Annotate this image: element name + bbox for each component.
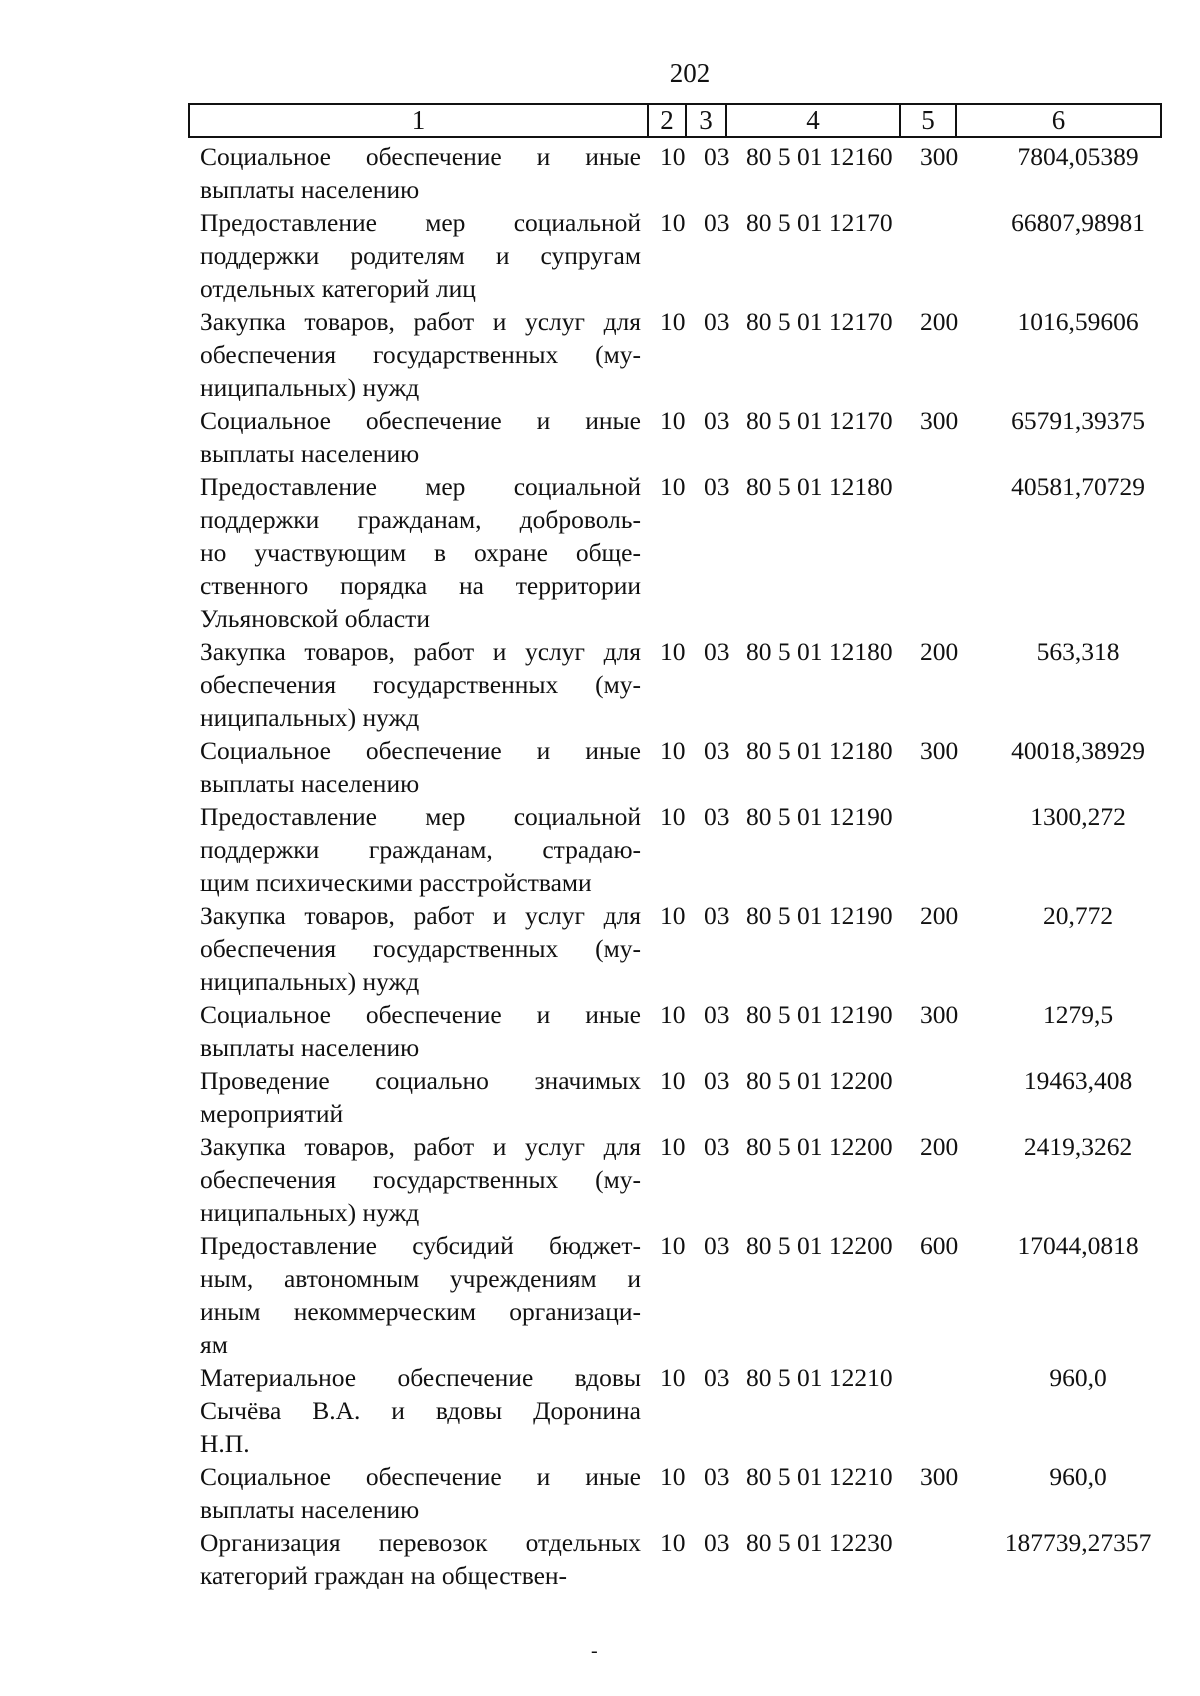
- description-line: Материальное обеспечение вдовы: [200, 1363, 641, 1392]
- row-col-3: 03: [704, 472, 730, 501]
- description-line: обеспечения государственных (му-: [200, 1165, 641, 1194]
- row-col-5: 300: [920, 142, 959, 171]
- row-col-2: 10: [660, 1066, 686, 1095]
- column-header-6: 6: [956, 104, 1161, 137]
- description-line: Закупка товаров, работ и услуг для: [200, 307, 641, 336]
- column-header-1: 1: [189, 104, 648, 137]
- row-col-4: 80 5 01 12200: [746, 1066, 893, 1095]
- row-col-6: 1016,59606: [1017, 307, 1139, 336]
- table-row: [0, 1526, 1200, 1592]
- row-col-3: 03: [704, 637, 730, 666]
- row-description: [200, 206, 641, 305]
- description-line: Предоставление мер социальной: [200, 472, 641, 501]
- description-line: поддержки гражданам, страдаю-: [200, 835, 641, 864]
- row-description: [200, 1229, 641, 1361]
- row-col-5: 200: [920, 1132, 959, 1161]
- row-col-2: 10: [660, 406, 686, 435]
- row-col-3: 03: [704, 1000, 730, 1029]
- row-col-2: 10: [660, 1363, 686, 1392]
- row-col-2: 10: [660, 307, 686, 336]
- row-col-4: 80 5 01 12160: [746, 142, 893, 171]
- row-description: [200, 404, 641, 470]
- page-number: 202: [669, 58, 711, 88]
- row-col-5: 300: [920, 1000, 959, 1029]
- row-col-2: 10: [660, 637, 686, 666]
- row-col-4: 80 5 01 12190: [746, 901, 893, 930]
- description-line: выплаты населению: [200, 439, 420, 468]
- row-col-2: 10: [660, 802, 686, 831]
- table-row: [0, 305, 1200, 404]
- description-line: поддержки родителям и супругам: [200, 241, 641, 270]
- row-col-4: 80 5 01 12180: [746, 736, 893, 765]
- row-col-3: 03: [704, 307, 730, 336]
- table-row: [0, 899, 1200, 998]
- row-col-5: 600: [920, 1231, 959, 1260]
- row-col-6: 66807,98981: [1011, 208, 1145, 237]
- row-description: [200, 470, 641, 635]
- description-line: Сычёва В.А. и вдовы Доронина: [200, 1396, 641, 1425]
- row-col-4: 80 5 01 12210: [746, 1462, 893, 1491]
- row-col-4: 80 5 01 12180: [746, 472, 893, 501]
- description-line: Ульяновской области: [200, 604, 430, 633]
- description-line: Организация перевозок отдельных: [200, 1528, 641, 1557]
- row-col-5: 200: [920, 901, 959, 930]
- description-line: выплаты населению: [200, 1495, 420, 1524]
- row-col-6: 563,318: [1036, 637, 1120, 666]
- description-line: но участвующим в охране обще-: [200, 538, 641, 567]
- row-description: [200, 998, 641, 1064]
- row-col-6: 1300,272: [1030, 802, 1126, 831]
- row-col-6: 2419,3262: [1023, 1132, 1133, 1161]
- row-col-6: 187739,27357: [1004, 1528, 1152, 1557]
- row-description: [200, 1064, 641, 1130]
- row-col-3: 03: [704, 1231, 730, 1260]
- description-line: Проведение социально значимых: [200, 1066, 641, 1095]
- table-row: [0, 1460, 1200, 1526]
- row-col-4: 80 5 01 12210: [746, 1363, 893, 1392]
- row-description: [200, 1526, 641, 1592]
- description-line: ным, автономным учреждениям и: [200, 1264, 641, 1293]
- table-row: [0, 734, 1200, 800]
- row-col-4: 80 5 01 12170: [746, 307, 893, 336]
- description-line: Социальное обеспечение и иные: [200, 406, 641, 435]
- row-description: [200, 635, 641, 734]
- description-line: ственного порядка на территории: [200, 571, 641, 600]
- row-col-6: 7804,05389: [1017, 142, 1139, 171]
- row-description: [200, 800, 641, 899]
- description-line: Н.П.: [200, 1429, 250, 1458]
- row-col-4: 80 5 01 12170: [746, 406, 893, 435]
- table-row: [0, 404, 1200, 470]
- row-col-3: 03: [704, 736, 730, 765]
- description-line: Закупка товаров, работ и услуг для: [200, 1132, 641, 1161]
- description-line: выплаты населению: [200, 769, 420, 798]
- description-line: обеспечения государственных (му-: [200, 670, 641, 699]
- row-col-2: 10: [660, 472, 686, 501]
- footer-mark: -: [591, 1640, 598, 1662]
- row-description: [200, 305, 641, 404]
- description-line: ниципальных) нужд: [200, 373, 420, 402]
- description-line: поддержки гражданам, доброволь-: [200, 505, 641, 534]
- table-row: [0, 1361, 1200, 1460]
- row-col-2: 10: [660, 736, 686, 765]
- row-col-6: 19463,408: [1023, 1066, 1133, 1095]
- column-header-3: 3: [686, 104, 726, 137]
- row-col-2: 10: [660, 1528, 686, 1557]
- row-col-3: 03: [704, 406, 730, 435]
- budget-table-body: [0, 140, 1200, 1592]
- description-line: выплаты населению: [200, 175, 420, 204]
- description-line: Социальное обеспечение и иные: [200, 736, 641, 765]
- description-line: мероприятий: [200, 1099, 344, 1128]
- description-line: Закупка товаров, работ и услуг для: [200, 901, 641, 930]
- row-col-3: 03: [704, 208, 730, 237]
- row-col-3: 03: [704, 1132, 730, 1161]
- row-col-4: 80 5 01 12170: [746, 208, 893, 237]
- description-line: Закупка товаров, работ и услуг для: [200, 637, 641, 666]
- row-description: [200, 1130, 641, 1229]
- row-description: [200, 1460, 641, 1526]
- row-col-5: 300: [920, 1462, 959, 1491]
- description-line: ям: [200, 1330, 228, 1359]
- column-header-table: [188, 103, 1162, 138]
- description-line: Социальное обеспечение и иные: [200, 1000, 641, 1029]
- table-row: [0, 1229, 1200, 1361]
- description-line: обеспечения государственных (му-: [200, 340, 641, 369]
- table-row: [0, 470, 1200, 635]
- description-line: отдельных категорий лиц: [200, 274, 476, 303]
- column-header-row: [189, 104, 1161, 137]
- description-line: Предоставление субсидий бюджет-: [200, 1231, 641, 1260]
- row-col-6: 65791,39375: [1011, 406, 1145, 435]
- table-row: [0, 140, 1200, 206]
- row-col-2: 10: [660, 1000, 686, 1029]
- column-header-5: 5: [900, 104, 956, 137]
- row-description: [200, 734, 641, 800]
- description-line: ниципальных) нужд: [200, 967, 420, 996]
- row-col-2: 10: [660, 142, 686, 171]
- row-col-6: 40018,38929: [1011, 736, 1145, 765]
- description-line: выплаты населению: [200, 1033, 420, 1062]
- row-col-2: 10: [660, 1231, 686, 1260]
- row-col-4: 80 5 01 12190: [746, 1000, 893, 1029]
- table-row: [0, 998, 1200, 1064]
- row-description: [200, 140, 641, 206]
- row-col-6: 20,772: [1042, 901, 1114, 930]
- description-line: ниципальных) нужд: [200, 1198, 420, 1227]
- row-col-6: 1279,5: [1042, 1000, 1114, 1029]
- row-col-2: 10: [660, 208, 686, 237]
- column-header-4: 4: [726, 104, 900, 137]
- row-col-6: 960,0: [1049, 1462, 1107, 1491]
- row-col-3: 03: [704, 901, 730, 930]
- row-col-3: 03: [704, 1363, 730, 1392]
- row-col-5: 200: [920, 637, 959, 666]
- row-col-6: 40581,70729: [1011, 472, 1145, 501]
- table-row: [0, 800, 1200, 899]
- row-col-5: 200: [920, 307, 959, 336]
- row-description: [200, 899, 641, 998]
- description-line: Предоставление мер социальной: [200, 208, 641, 237]
- row-col-4: 80 5 01 12230: [746, 1528, 893, 1557]
- table-row: [0, 635, 1200, 734]
- description-line: иным некоммерческим организаци-: [200, 1297, 641, 1326]
- row-description: [200, 1361, 641, 1460]
- row-col-2: 10: [660, 901, 686, 930]
- row-col-5: 300: [920, 406, 959, 435]
- row-col-4: 80 5 01 12200: [746, 1132, 893, 1161]
- row-col-3: 03: [704, 142, 730, 171]
- column-header-2: 2: [648, 104, 686, 137]
- description-line: категорий граждан на обществен-: [200, 1561, 568, 1590]
- row-col-3: 03: [704, 1462, 730, 1491]
- description-line: Предоставление мер социальной: [200, 802, 641, 831]
- row-col-3: 03: [704, 802, 730, 831]
- table-row: [0, 1130, 1200, 1229]
- row-col-6: 960,0: [1049, 1363, 1107, 1392]
- description-line: щим психическими расстройствами: [200, 868, 592, 897]
- description-line: Социальное обеспечение и иные: [200, 1462, 641, 1491]
- row-col-4: 80 5 01 12200: [746, 1231, 893, 1260]
- row-col-4: 80 5 01 12180: [746, 637, 893, 666]
- description-line: обеспечения государственных (му-: [200, 934, 641, 963]
- table-row: [0, 206, 1200, 305]
- row-col-3: 03: [704, 1528, 730, 1557]
- row-col-5: 300: [920, 736, 959, 765]
- description-line: Социальное обеспечение и иные: [200, 142, 641, 171]
- row-col-4: 80 5 01 12190: [746, 802, 893, 831]
- row-col-2: 10: [660, 1462, 686, 1491]
- row-col-6: 17044,0818: [1017, 1231, 1139, 1260]
- table-row: [0, 1064, 1200, 1130]
- row-col-3: 03: [704, 1066, 730, 1095]
- description-line: ниципальных) нужд: [200, 703, 420, 732]
- row-col-2: 10: [660, 1132, 686, 1161]
